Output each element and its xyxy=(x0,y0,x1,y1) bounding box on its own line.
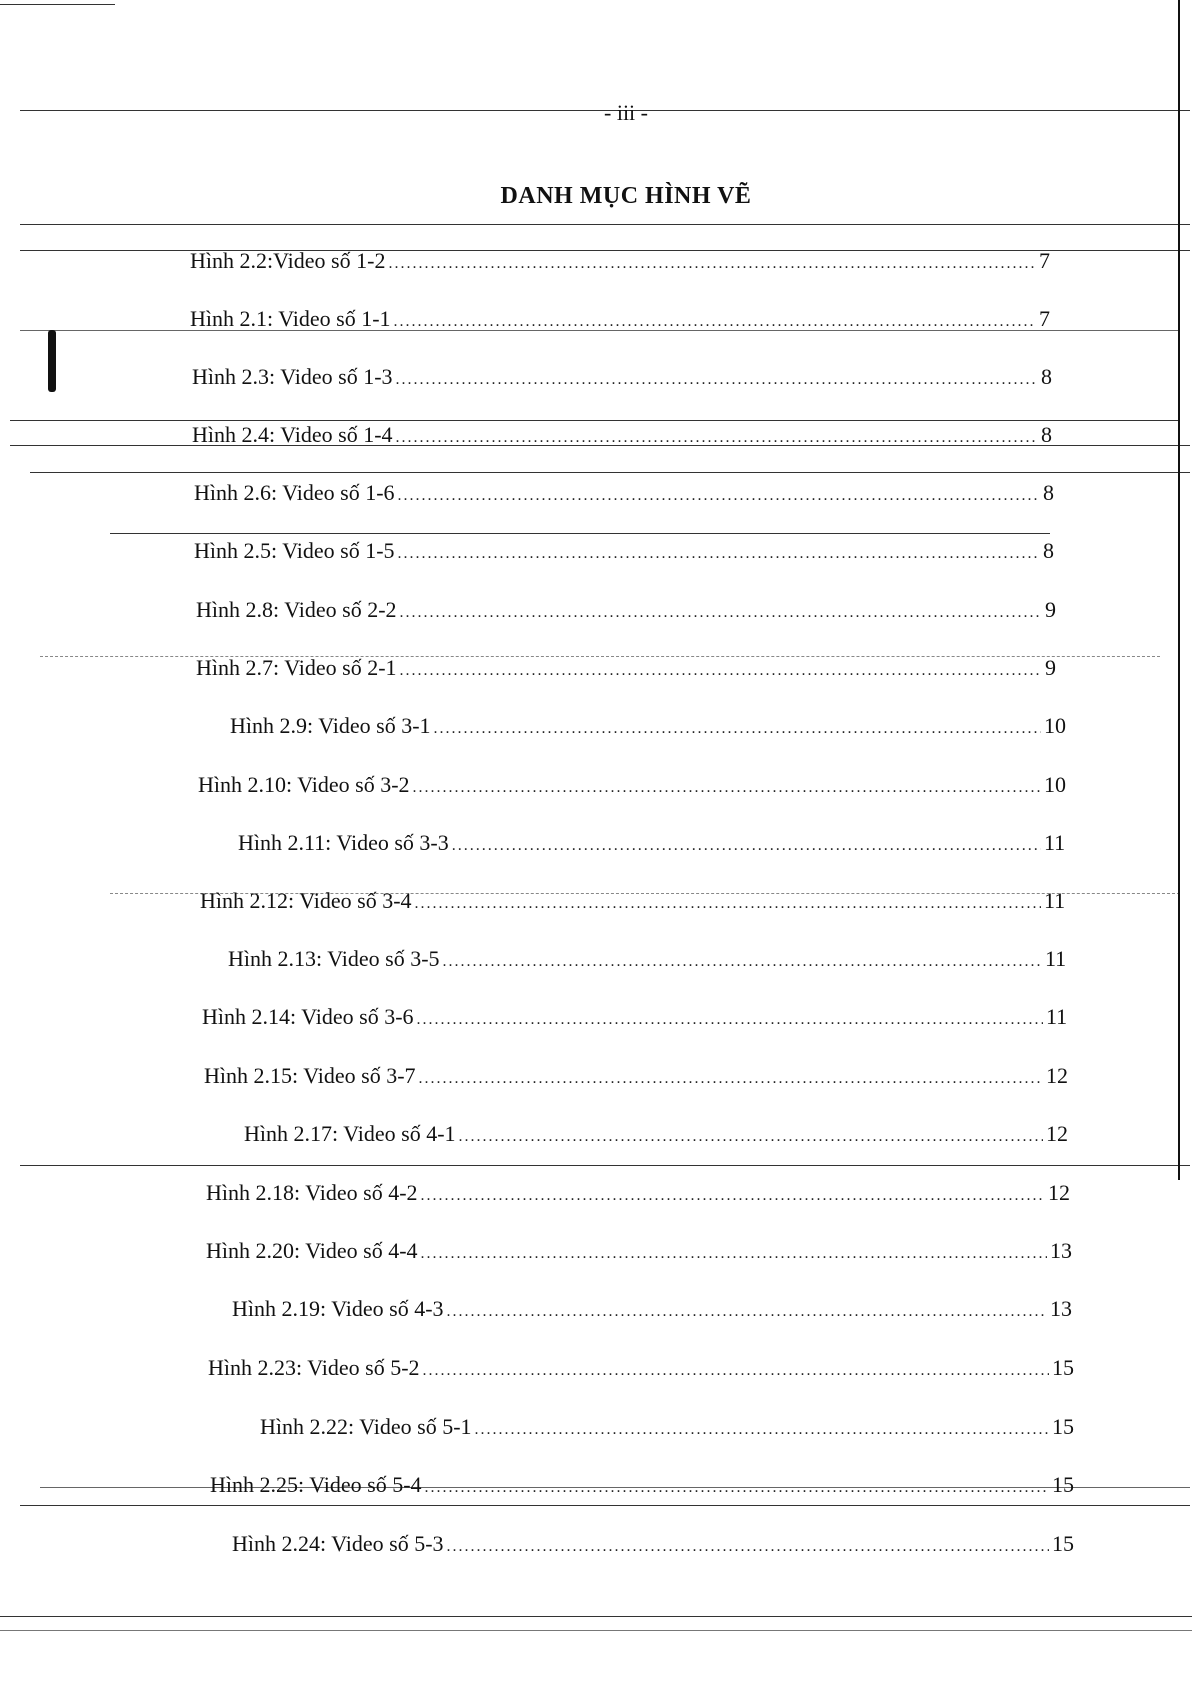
page-title: DANH MỤC HÌNH VẼ xyxy=(500,183,752,209)
page-ref: 10 xyxy=(1044,772,1066,797)
figure-caption: Hình 2.9: Video số 3-1 xyxy=(230,713,431,738)
figure-caption: Hình 2.5: Video số 1-5 xyxy=(194,538,395,563)
figure-caption: Hình 2.25: Video số 5-4 xyxy=(210,1472,422,1497)
page-ref: 13 xyxy=(1050,1296,1072,1321)
list-item xyxy=(232,1296,1076,1325)
figure-caption: Hình 2.19: Video số 4-3 xyxy=(232,1296,444,1321)
dot-leader xyxy=(447,1534,1049,1560)
figure-caption: Hình 2.11: Video số 3-3 xyxy=(238,830,449,855)
page-ref: 8 xyxy=(1041,364,1052,389)
page-ref: 12 xyxy=(1046,1063,1068,1088)
scan-line xyxy=(0,1630,1192,1631)
scan-line xyxy=(30,472,1190,473)
scan-line xyxy=(0,4,115,5)
figure-caption: Hình 2.6: Video số 1-6 xyxy=(194,480,395,505)
list-item xyxy=(190,248,1065,277)
page-ref: 15 xyxy=(1052,1414,1074,1439)
dot-leader xyxy=(400,658,1042,684)
dot-leader xyxy=(434,716,1041,742)
figure-caption: Hình 2.23: Video số 5-2 xyxy=(208,1355,420,1380)
scan-line xyxy=(0,1616,1192,1617)
list-item xyxy=(206,1180,1074,1209)
scan-line xyxy=(20,1505,1190,1506)
list-item xyxy=(238,830,1070,859)
list-item xyxy=(202,1004,1072,1033)
page-ref: 13 xyxy=(1050,1238,1072,1263)
list-item xyxy=(244,1121,1072,1150)
list-item xyxy=(206,1238,1076,1267)
list-item xyxy=(260,1414,1078,1443)
figure-caption: Hình 2.8: Video số 2-2 xyxy=(196,597,397,622)
list-item xyxy=(190,306,1065,335)
dot-leader xyxy=(459,1124,1043,1150)
dot-leader xyxy=(417,1007,1043,1033)
scan-line xyxy=(110,533,1050,534)
list-item xyxy=(192,364,1067,393)
scan-edge xyxy=(1178,0,1180,1180)
page-ref: 15 xyxy=(1052,1531,1074,1556)
list-item xyxy=(230,713,1070,742)
page-ref: 11 xyxy=(1044,830,1066,855)
figure-caption: Hình 2.2:Video số 1-2 xyxy=(190,248,386,273)
page-ref: 15 xyxy=(1052,1472,1074,1497)
dot-leader xyxy=(398,541,1040,567)
figure-caption: Hình 2.17: Video số 4-1 xyxy=(244,1121,456,1146)
dot-leader xyxy=(447,1299,1047,1325)
dot-leader xyxy=(388,251,1036,277)
figure-caption: Hình 2.13: Video số 3-5 xyxy=(228,946,440,971)
dot-leader xyxy=(421,1241,1047,1267)
page-ref: 7 xyxy=(1039,248,1050,273)
dot-leader xyxy=(452,833,1041,859)
dot-leader xyxy=(398,483,1040,509)
dot-leader xyxy=(396,367,1038,393)
figure-caption: Hình 2.1: Video số 1-1 xyxy=(190,306,391,331)
dot-leader xyxy=(413,775,1041,801)
dot-leader xyxy=(419,1066,1043,1092)
list-item xyxy=(228,946,1071,975)
list-item xyxy=(204,1063,1072,1092)
figure-caption: Hình 2.10: Video số 3-2 xyxy=(198,772,410,797)
page-ref: 7 xyxy=(1039,306,1050,331)
list-item xyxy=(208,1355,1078,1384)
margin-ink-mark xyxy=(48,330,56,392)
dot-leader xyxy=(394,309,1036,335)
figure-caption: Hình 2.15: Video số 3-7 xyxy=(204,1063,416,1088)
page-ref: 9 xyxy=(1045,655,1056,680)
figure-caption: Hình 2.18: Video số 4-2 xyxy=(206,1180,418,1205)
list-item xyxy=(192,422,1067,451)
page-ref: 11 xyxy=(1044,888,1066,913)
list-item xyxy=(232,1531,1078,1560)
figure-caption: Hình 2.4: Video số 1-4 xyxy=(192,422,393,447)
page-ref: 10 xyxy=(1044,713,1066,738)
page-ref: 15 xyxy=(1052,1355,1074,1380)
list-item xyxy=(210,1472,1078,1501)
figure-caption: Hình 2.7: Video số 2-1 xyxy=(196,655,397,680)
scan-line xyxy=(20,1165,1190,1166)
list-item xyxy=(196,655,1071,684)
page-ref: 12 xyxy=(1046,1121,1068,1146)
scan-line xyxy=(20,224,1190,225)
list-item xyxy=(200,888,1070,917)
list-item xyxy=(194,538,1069,567)
dot-leader xyxy=(415,891,1041,917)
page-ref: 11 xyxy=(1045,946,1067,971)
scan-line xyxy=(10,420,1180,421)
dot-leader xyxy=(396,425,1038,451)
page-number: - iii - xyxy=(604,100,648,125)
dot-leader xyxy=(443,949,1042,975)
dot-leader xyxy=(421,1183,1045,1209)
page-ref: 8 xyxy=(1041,422,1052,447)
list-item xyxy=(198,772,1070,801)
figure-caption: Hình 2.12: Video số 3-4 xyxy=(200,888,412,913)
figure-caption: Hình 2.20: Video số 4-4 xyxy=(206,1238,418,1263)
dot-leader xyxy=(425,1475,1049,1501)
list-item xyxy=(196,597,1071,626)
figure-caption: Hình 2.3: Video số 1-3 xyxy=(192,364,393,389)
dot-leader xyxy=(400,600,1042,626)
page-ref: 8 xyxy=(1043,538,1054,563)
page-ref: 8 xyxy=(1043,480,1054,505)
page-ref: 11 xyxy=(1046,1004,1068,1029)
dot-leader xyxy=(475,1417,1049,1443)
page-ref: 9 xyxy=(1045,597,1056,622)
figure-caption: Hình 2.14: Video số 3-6 xyxy=(202,1004,414,1029)
page-ref: 12 xyxy=(1048,1180,1070,1205)
dot-leader xyxy=(423,1358,1049,1384)
figure-caption: Hình 2.24: Video số 5-3 xyxy=(232,1531,444,1556)
list-item xyxy=(194,480,1069,509)
figure-caption: Hình 2.22: Video số 5-1 xyxy=(260,1414,472,1439)
